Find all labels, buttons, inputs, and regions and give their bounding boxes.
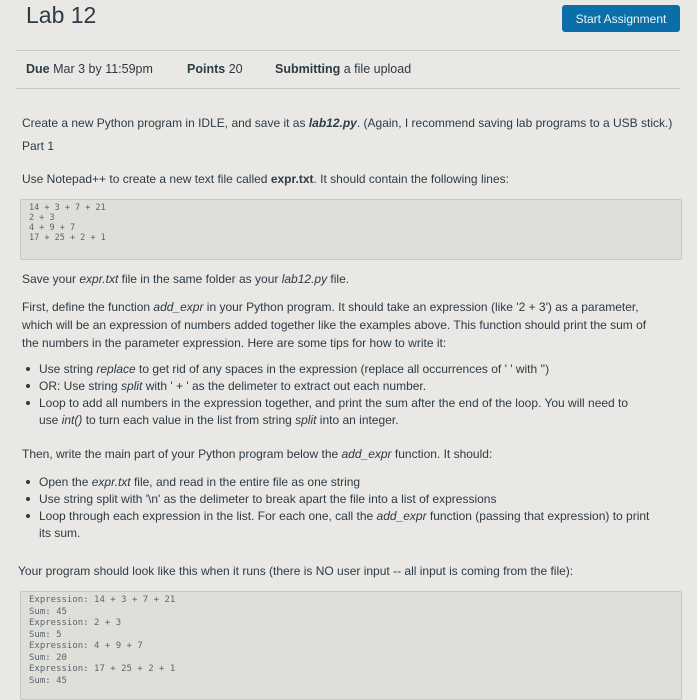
save-instructions: Save your expr.txt file in the same folder as your lab12.py file. bbox=[22, 272, 350, 286]
submitting-label: Submitting bbox=[275, 62, 341, 76]
list-item: Loop through each expression in the list. For each one, call the add_expr function (passing that expression) to print its sum. bbox=[24, 508, 674, 542]
part1-heading: Part 1 bbox=[22, 139, 55, 153]
filename-lab12: lab12.py bbox=[308, 116, 357, 130]
start-assignment-button[interactable]: Start Assignment bbox=[562, 5, 680, 32]
steps-list bbox=[24, 474, 674, 542]
submitting-value: a file upload bbox=[343, 62, 412, 76]
list-item: OR: Use string split with ' + ' as the delimeter to extract out each number. bbox=[24, 378, 674, 395]
expr-file-code-block: 14 + 3 + 7 + 21 2 + 3 4 + 9 + 7 17 + 25 + 2 + 1 bbox=[20, 199, 682, 260]
points-info bbox=[187, 62, 243, 76]
page-title: Lab 12 bbox=[26, 2, 97, 28]
divider-meta bbox=[16, 88, 680, 89]
main-program-paragraph: Then, write the main part of your Python program below the add_expr function. It should: bbox=[22, 447, 493, 461]
output-intro: Your program should look like this when it runs (there is NO user input -- all input is coming from the file): bbox=[18, 564, 574, 578]
due-value: Mar 3 by 11:59pm bbox=[53, 62, 153, 76]
notepad-instructions: Use Notepad++ to create a new text file called expr.txt. It should contain the following lines: bbox=[22, 172, 509, 186]
points-value: 20 bbox=[228, 62, 243, 76]
func-name-add-expr: add_expr bbox=[153, 300, 204, 314]
list-item: Open the expr.txt file, and read in the entire file as one string bbox=[24, 474, 674, 491]
due-label: Due bbox=[26, 62, 50, 76]
filename-expr: expr.txt bbox=[270, 172, 314, 186]
program-output-code-block: Expression: 14 + 3 + 7 + 21 Sum: 45 Expression: 2 + 3 Sum: 5 Expression: 4 + 9 + 7 Sum: 20 Expression: 17 + 25 + 2 + 1 Sum: 45 bbox=[20, 591, 682, 700]
list-item: Use string replace to get rid of any spaces in the expression (replace all occurrences of ' ' with '') bbox=[24, 361, 674, 378]
tips-list bbox=[24, 361, 674, 429]
submitting-info bbox=[275, 62, 411, 76]
list-item: Loop to add all numbers in the expression together, and print the sum after the end of the loop. You will need to use int() to turn each value in the list from string split into an integer. bbox=[24, 395, 674, 429]
list-item: Use string split with '\n' as the delimeter to break apart the file into a list of expressions bbox=[24, 491, 674, 508]
define-function-paragraph: First, define the function add_expr in your Python program. It should take an expression (like '2 + 3') as a parameter, which will be an expression of numbers added together like the examples above. This function should print the sum of the numbers in the parameter expression. Here are some tips for how to write it: bbox=[22, 300, 647, 350]
intro-text: Create a new Python program in IDLE, and save it as lab12.py. (Again, I recommend saving lab programs to a USB stick.) bbox=[22, 116, 673, 130]
divider-top bbox=[16, 50, 680, 51]
points-label: Points bbox=[187, 62, 226, 76]
due-info bbox=[26, 62, 153, 76]
